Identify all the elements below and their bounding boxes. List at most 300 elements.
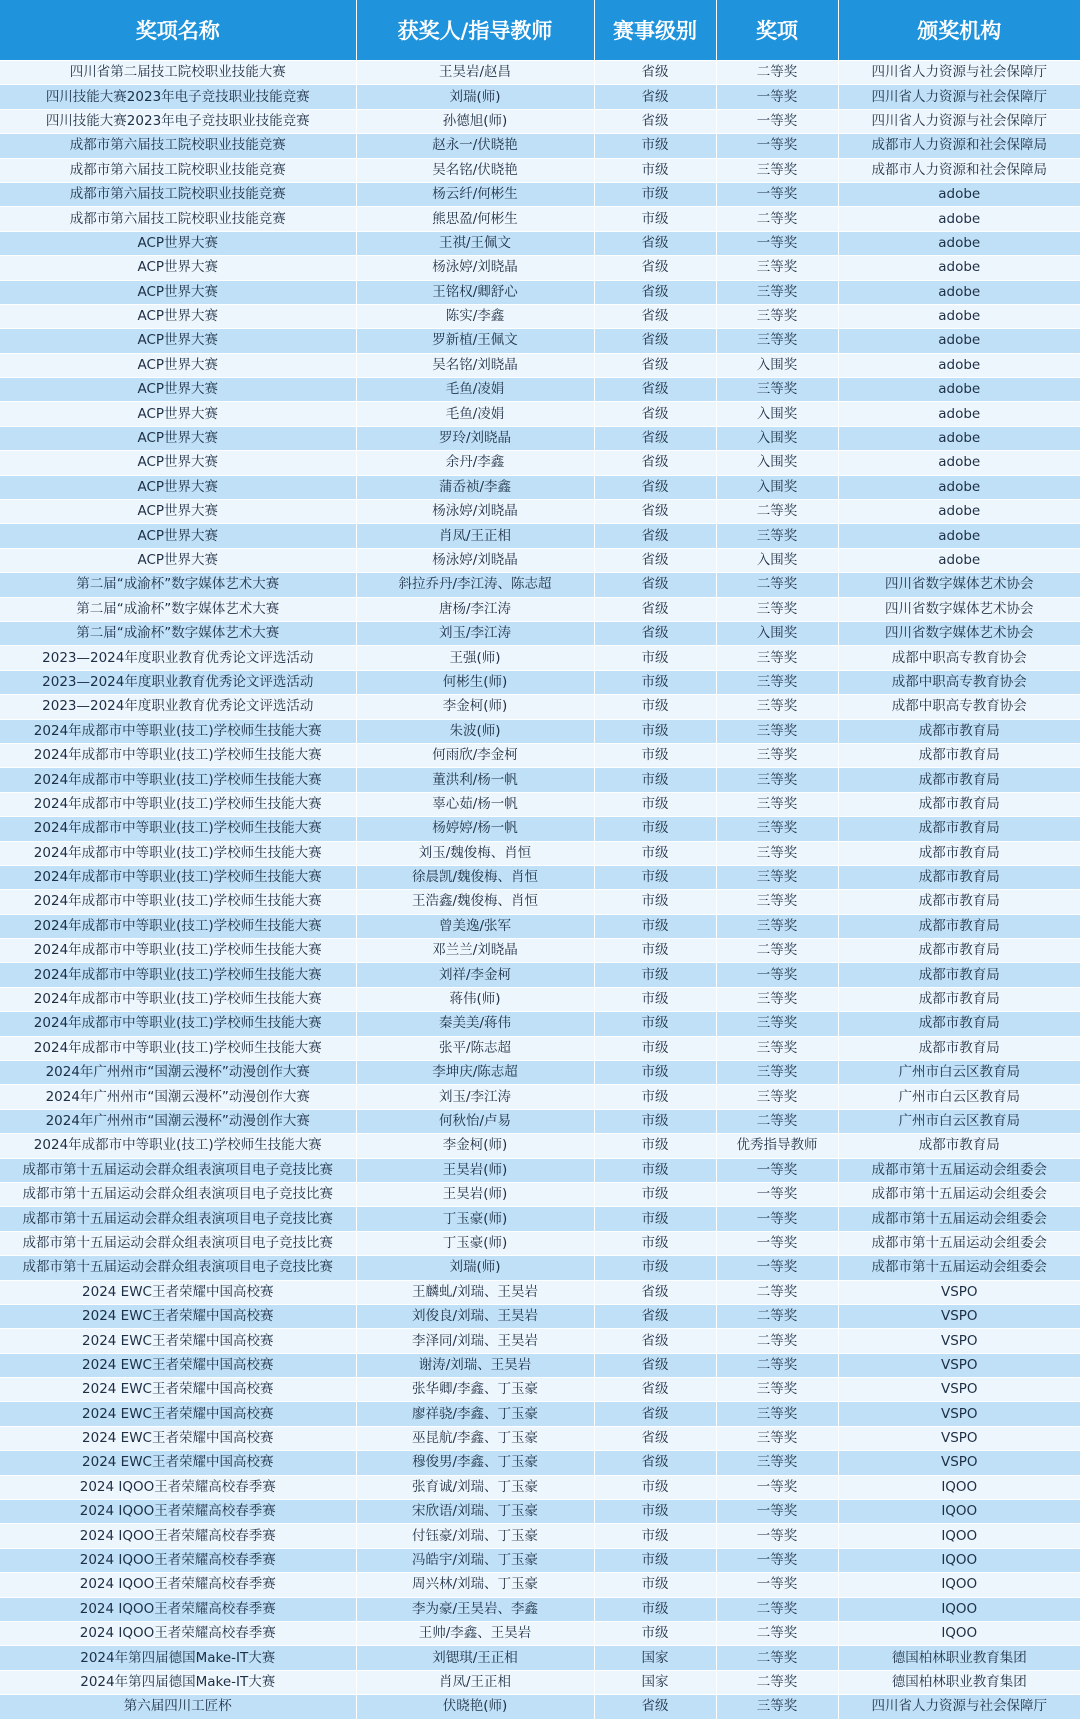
cell-issuing-body: 四川省数字媒体艺术协会 bbox=[838, 621, 1080, 645]
cell-award-name: 成都市第六届技工院校职业技能竞赛 bbox=[0, 134, 356, 158]
table-row bbox=[0, 1036, 1080, 1060]
table-row bbox=[0, 61, 1080, 85]
cell-award-name: 2024年第四届德国Make-IT大赛 bbox=[0, 1646, 356, 1670]
cell-winner-teacher: 王浩鑫/魏俊梅、肖恒 bbox=[356, 890, 594, 914]
table-row bbox=[0, 1182, 1080, 1206]
table-row bbox=[0, 1231, 1080, 1255]
table-row bbox=[0, 475, 1080, 499]
cell-prize: 二等奖 bbox=[716, 1109, 838, 1133]
cell-award-name: 四川省第二届技工院校职业技能大赛 bbox=[0, 61, 356, 85]
cell-prize: 三等奖 bbox=[716, 1061, 838, 1085]
table-row bbox=[0, 182, 1080, 206]
cell-issuing-body: 德国柏林职业教育集团 bbox=[838, 1646, 1080, 1670]
cell-event-level: 省级 bbox=[594, 1353, 716, 1377]
table-row bbox=[0, 1597, 1080, 1621]
cell-prize: 二等奖 bbox=[716, 1353, 838, 1377]
cell-award-name: 2024 EWC王者荣耀中国高校赛 bbox=[0, 1378, 356, 1402]
cell-winner-teacher: 何彬生(师) bbox=[356, 670, 594, 694]
cell-award-name: ACP世界大赛 bbox=[0, 548, 356, 572]
cell-prize: 一等奖 bbox=[716, 1524, 838, 1548]
table-row bbox=[0, 402, 1080, 426]
cell-event-level: 省级 bbox=[594, 1304, 716, 1328]
cell-award-name: 第二届“成渝杯”数字媒体艺术大赛 bbox=[0, 597, 356, 621]
cell-event-level: 国家 bbox=[594, 1670, 716, 1694]
cell-winner-teacher: 李金柯(师) bbox=[356, 695, 594, 719]
cell-issuing-body: 德国柏林职业教育集团 bbox=[838, 1670, 1080, 1694]
cell-award-name: 成都市第六届技工院校职业技能竞赛 bbox=[0, 158, 356, 182]
cell-winner-teacher: 刘瑞(师) bbox=[356, 1256, 594, 1280]
cell-award-name: 成都市第十五届运动会群众组表演项目电子竞技比赛 bbox=[0, 1207, 356, 1231]
table-row bbox=[0, 1524, 1080, 1548]
cell-event-level: 省级 bbox=[594, 378, 716, 402]
cell-award-name: 第六届四川工匠杯 bbox=[0, 1695, 356, 1719]
cell-prize: 二等奖 bbox=[716, 1670, 838, 1694]
cell-event-level: 省级 bbox=[594, 61, 716, 85]
cell-event-level: 市级 bbox=[594, 646, 716, 670]
table-row bbox=[0, 573, 1080, 597]
cell-award-name: ACP世界大赛 bbox=[0, 378, 356, 402]
cell-issuing-body: VSPO bbox=[838, 1353, 1080, 1377]
cell-winner-teacher: 刘锶琪/王正相 bbox=[356, 1646, 594, 1670]
table-row bbox=[0, 1500, 1080, 1524]
cell-winner-teacher: 刘玉/李江涛 bbox=[356, 1085, 594, 1109]
cell-award-name: 2024年成都市中等职业(技工)学校师生技能大赛 bbox=[0, 914, 356, 938]
cell-event-level: 市级 bbox=[594, 1109, 716, 1133]
cell-issuing-body: IQOO bbox=[838, 1524, 1080, 1548]
table-row bbox=[0, 207, 1080, 231]
table-row bbox=[0, 378, 1080, 402]
cell-issuing-body: 成都市教育局 bbox=[838, 1134, 1080, 1158]
cell-winner-teacher: 王昊岩(师) bbox=[356, 1158, 594, 1182]
cell-issuing-body: 成都中职高专教育协会 bbox=[838, 646, 1080, 670]
cell-issuing-body: adobe bbox=[838, 426, 1080, 450]
table-row bbox=[0, 914, 1080, 938]
cell-winner-teacher: 斜拉乔丹/李江涛、陈志超 bbox=[356, 573, 594, 597]
cell-award-name: ACP世界大赛 bbox=[0, 353, 356, 377]
cell-winner-teacher: 蒲岙祯/李鑫 bbox=[356, 475, 594, 499]
cell-award-name: 成都市第六届技工院校职业技能竞赛 bbox=[0, 182, 356, 206]
table-row bbox=[0, 1012, 1080, 1036]
table-row bbox=[0, 792, 1080, 816]
cell-event-level: 市级 bbox=[594, 914, 716, 938]
cell-winner-teacher: 王铭权/卿舒心 bbox=[356, 280, 594, 304]
table-row bbox=[0, 1426, 1080, 1450]
cell-event-level: 省级 bbox=[594, 426, 716, 450]
cell-prize: 三等奖 bbox=[716, 1378, 838, 1402]
cell-award-name: 2024 IQOO王者荣耀高校春季赛 bbox=[0, 1597, 356, 1621]
cell-issuing-body: 四川省数字媒体艺术协会 bbox=[838, 597, 1080, 621]
cell-issuing-body: adobe bbox=[838, 524, 1080, 548]
cell-issuing-body: 成都市教育局 bbox=[838, 817, 1080, 841]
cell-issuing-body: adobe bbox=[838, 548, 1080, 572]
cell-winner-teacher: 王帅/李鑫、王昊岩 bbox=[356, 1622, 594, 1646]
cell-award-name: ACP世界大赛 bbox=[0, 426, 356, 450]
cell-prize: 一等奖 bbox=[716, 1548, 838, 1572]
table-row bbox=[0, 280, 1080, 304]
cell-winner-teacher: 张育诚/刘瑞、丁玉豪 bbox=[356, 1475, 594, 1499]
table-row bbox=[0, 1670, 1080, 1694]
cell-event-level: 市级 bbox=[594, 1085, 716, 1109]
cell-prize: 一等奖 bbox=[716, 85, 838, 109]
cell-event-level: 市级 bbox=[594, 1548, 716, 1572]
cell-event-level: 省级 bbox=[594, 524, 716, 548]
cell-issuing-body: 四川省人力资源与社会保障厅 bbox=[838, 1695, 1080, 1719]
cell-winner-teacher: 邓兰兰/刘晓晶 bbox=[356, 939, 594, 963]
cell-event-level: 市级 bbox=[594, 1231, 716, 1255]
cell-winner-teacher: 毛鱼/凌娟 bbox=[356, 378, 594, 402]
header-row bbox=[0, 0, 1080, 61]
cell-winner-teacher: 宋欣语/刘瑞、丁玉豪 bbox=[356, 1500, 594, 1524]
cell-winner-teacher: 蒋伟(师) bbox=[356, 987, 594, 1011]
cell-award-name: 2024 EWC王者荣耀中国高校赛 bbox=[0, 1329, 356, 1353]
table-row bbox=[0, 1256, 1080, 1280]
cell-winner-teacher: 毛鱼/凌娟 bbox=[356, 402, 594, 426]
cell-issuing-body: IQOO bbox=[838, 1500, 1080, 1524]
cell-prize: 一等奖 bbox=[716, 231, 838, 255]
cell-event-level: 市级 bbox=[594, 207, 716, 231]
table-row bbox=[0, 841, 1080, 865]
cell-winner-teacher: 赵永一/伏晓艳 bbox=[356, 134, 594, 158]
cell-event-level: 市级 bbox=[594, 695, 716, 719]
cell-prize: 二等奖 bbox=[716, 1646, 838, 1670]
table-row bbox=[0, 1304, 1080, 1328]
cell-award-name: 2024 IQOO王者荣耀高校春季赛 bbox=[0, 1524, 356, 1548]
cell-award-name: ACP世界大赛 bbox=[0, 475, 356, 499]
header-prize: 奖项 bbox=[716, 0, 838, 61]
cell-winner-teacher: 王麟虬/刘瑞、王昊岩 bbox=[356, 1280, 594, 1304]
table-row bbox=[0, 1085, 1080, 1109]
cell-prize: 三等奖 bbox=[716, 1036, 838, 1060]
cell-award-name: 2024年成都市中等职业(技工)学校师生技能大赛 bbox=[0, 719, 356, 743]
cell-award-name: 四川技能大赛2023年电子竞技职业技能竞赛 bbox=[0, 85, 356, 109]
table-row bbox=[0, 109, 1080, 133]
cell-event-level: 市级 bbox=[594, 890, 716, 914]
cell-winner-teacher: 张华卿/李鑫、丁玉豪 bbox=[356, 1378, 594, 1402]
cell-winner-teacher: 朱波(师) bbox=[356, 719, 594, 743]
cell-issuing-body: 成都市教育局 bbox=[838, 792, 1080, 816]
cell-issuing-body: 四川省数字媒体艺术协会 bbox=[838, 573, 1080, 597]
cell-prize: 三等奖 bbox=[716, 378, 838, 402]
table-row bbox=[0, 597, 1080, 621]
cell-issuing-body: adobe bbox=[838, 304, 1080, 328]
cell-event-level: 市级 bbox=[594, 1597, 716, 1621]
cell-award-name: 2024年成都市中等职业(技工)学校师生技能大赛 bbox=[0, 1036, 356, 1060]
cell-prize: 三等奖 bbox=[716, 792, 838, 816]
cell-winner-teacher: 付钰豪/刘瑞、丁玉豪 bbox=[356, 1524, 594, 1548]
cell-event-level: 市级 bbox=[594, 987, 716, 1011]
cell-award-name: 2024 EWC王者荣耀中国高校赛 bbox=[0, 1353, 356, 1377]
cell-award-name: 2023—2024年度职业教育优秀论文评选活动 bbox=[0, 646, 356, 670]
cell-issuing-body: VSPO bbox=[838, 1329, 1080, 1353]
cell-issuing-body: adobe bbox=[838, 329, 1080, 353]
table-header bbox=[0, 0, 1080, 61]
cell-award-name: 成都市第六届技工院校职业技能竞赛 bbox=[0, 207, 356, 231]
cell-award-name: 2024年广州州市“国潮云漫杯”动漫创作大赛 bbox=[0, 1061, 356, 1085]
cell-issuing-body: adobe bbox=[838, 500, 1080, 524]
table-row bbox=[0, 1646, 1080, 1670]
cell-prize: 三等奖 bbox=[716, 670, 838, 694]
cell-award-name: 2024年成都市中等职业(技工)学校师生技能大赛 bbox=[0, 841, 356, 865]
cell-award-name: 2024年广州州市“国潮云漫杯”动漫创作大赛 bbox=[0, 1109, 356, 1133]
cell-event-level: 省级 bbox=[594, 1426, 716, 1450]
cell-prize: 二等奖 bbox=[716, 1304, 838, 1328]
cell-issuing-body: 成都市教育局 bbox=[838, 1036, 1080, 1060]
cell-prize: 三等奖 bbox=[716, 841, 838, 865]
cell-issuing-body: adobe bbox=[838, 475, 1080, 499]
cell-award-name: 2024 EWC王者荣耀中国高校赛 bbox=[0, 1402, 356, 1426]
cell-award-name: 2024 EWC王者荣耀中国高校赛 bbox=[0, 1426, 356, 1450]
cell-award-name: 2024年成都市中等职业(技工)学校师生技能大赛 bbox=[0, 768, 356, 792]
cell-event-level: 市级 bbox=[594, 963, 716, 987]
cell-prize: 入围奖 bbox=[716, 548, 838, 572]
table-row bbox=[0, 646, 1080, 670]
table-row bbox=[0, 353, 1080, 377]
table-row bbox=[0, 1329, 1080, 1353]
table-row bbox=[0, 865, 1080, 889]
cell-issuing-body: 成都市教育局 bbox=[838, 939, 1080, 963]
table-row bbox=[0, 256, 1080, 280]
cell-event-level: 市级 bbox=[594, 1158, 716, 1182]
cell-issuing-body: 成都市第十五届运动会组委会 bbox=[838, 1256, 1080, 1280]
cell-issuing-body: adobe bbox=[838, 451, 1080, 475]
cell-issuing-body: 成都市教育局 bbox=[838, 1012, 1080, 1036]
cell-issuing-body: VSPO bbox=[838, 1426, 1080, 1450]
cell-award-name: 2024 EWC王者荣耀中国高校赛 bbox=[0, 1451, 356, 1475]
cell-winner-teacher: 王昊岩(师) bbox=[356, 1182, 594, 1206]
table-row bbox=[0, 1573, 1080, 1597]
table-row bbox=[0, 134, 1080, 158]
table-row bbox=[0, 500, 1080, 524]
cell-prize: 一等奖 bbox=[716, 1207, 838, 1231]
cell-winner-teacher: 刘祥/李金柯 bbox=[356, 963, 594, 987]
cell-issuing-body: 四川省人力资源与社会保障厅 bbox=[838, 85, 1080, 109]
cell-award-name: ACP世界大赛 bbox=[0, 256, 356, 280]
cell-event-level: 市级 bbox=[594, 1622, 716, 1646]
cell-prize: 三等奖 bbox=[716, 719, 838, 743]
cell-issuing-body: VSPO bbox=[838, 1451, 1080, 1475]
cell-event-level: 省级 bbox=[594, 1280, 716, 1304]
cell-award-name: ACP世界大赛 bbox=[0, 304, 356, 328]
table-row bbox=[0, 1134, 1080, 1158]
cell-winner-teacher: 肖凤/王正相 bbox=[356, 524, 594, 548]
cell-winner-teacher: 谢涛/刘瑞、王昊岩 bbox=[356, 1353, 594, 1377]
cell-prize: 入围奖 bbox=[716, 353, 838, 377]
cell-issuing-body: VSPO bbox=[838, 1378, 1080, 1402]
cell-winner-teacher: 吴名铭/伏晓艳 bbox=[356, 158, 594, 182]
cell-issuing-body: adobe bbox=[838, 207, 1080, 231]
cell-issuing-body: 成都市第十五届运动会组委会 bbox=[838, 1182, 1080, 1206]
cell-event-level: 省级 bbox=[594, 548, 716, 572]
cell-event-level: 市级 bbox=[594, 743, 716, 767]
cell-issuing-body: 成都市第十五届运动会组委会 bbox=[838, 1158, 1080, 1182]
cell-event-level: 市级 bbox=[594, 719, 716, 743]
table-row bbox=[0, 621, 1080, 645]
table-row bbox=[0, 329, 1080, 353]
cell-event-level: 市级 bbox=[594, 182, 716, 206]
cell-winner-teacher: 孙德旭(师) bbox=[356, 109, 594, 133]
cell-event-level: 市级 bbox=[594, 841, 716, 865]
cell-winner-teacher: 丁玉豪(师) bbox=[356, 1207, 594, 1231]
cell-issuing-body: IQOO bbox=[838, 1548, 1080, 1572]
cell-award-name: 2023—2024年度职业教育优秀论文评选活动 bbox=[0, 670, 356, 694]
cell-prize: 一等奖 bbox=[716, 1158, 838, 1182]
cell-winner-teacher: 杨泳婷/刘晓晶 bbox=[356, 256, 594, 280]
cell-issuing-body: 广州市白云区教育局 bbox=[838, 1085, 1080, 1109]
cell-winner-teacher: 丁玉豪(师) bbox=[356, 1231, 594, 1255]
cell-prize: 三等奖 bbox=[716, 646, 838, 670]
cell-winner-teacher: 刘俊良/刘瑞、王昊岩 bbox=[356, 1304, 594, 1328]
cell-event-level: 市级 bbox=[594, 134, 716, 158]
cell-winner-teacher: 李泽同/刘瑞、王昊岩 bbox=[356, 1329, 594, 1353]
cell-prize: 二等奖 bbox=[716, 1280, 838, 1304]
cell-prize: 三等奖 bbox=[716, 1451, 838, 1475]
cell-prize: 三等奖 bbox=[716, 743, 838, 767]
cell-issuing-body: 成都市第十五届运动会组委会 bbox=[838, 1231, 1080, 1255]
cell-award-name: 2023—2024年度职业教育优秀论文评选活动 bbox=[0, 695, 356, 719]
table-row bbox=[0, 451, 1080, 475]
cell-award-name: 成都市第十五届运动会群众组表演项目电子竞技比赛 bbox=[0, 1256, 356, 1280]
cell-issuing-body: adobe bbox=[838, 353, 1080, 377]
cell-prize: 优秀指导教师 bbox=[716, 1134, 838, 1158]
cell-event-level: 省级 bbox=[594, 304, 716, 328]
cell-award-name: ACP世界大赛 bbox=[0, 500, 356, 524]
table-row bbox=[0, 817, 1080, 841]
cell-award-name: 2024年成都市中等职业(技工)学校师生技能大赛 bbox=[0, 987, 356, 1011]
cell-winner-teacher: 伏晓艳(师) bbox=[356, 1695, 594, 1719]
cell-award-name: 成都市第十五届运动会群众组表演项目电子竞技比赛 bbox=[0, 1182, 356, 1206]
table-row bbox=[0, 1353, 1080, 1377]
cell-event-level: 市级 bbox=[594, 792, 716, 816]
cell-winner-teacher: 秦美美/蒋伟 bbox=[356, 1012, 594, 1036]
cell-issuing-body: VSPO bbox=[838, 1280, 1080, 1304]
cell-award-name: 2024年成都市中等职业(技工)学校师生技能大赛 bbox=[0, 1134, 356, 1158]
table-body bbox=[0, 61, 1080, 1720]
cell-award-name: 2024 IQOO王者荣耀高校春季赛 bbox=[0, 1573, 356, 1597]
cell-award-name: 2024年广州州市“国潮云漫杯”动漫创作大赛 bbox=[0, 1085, 356, 1109]
table-row bbox=[0, 963, 1080, 987]
cell-issuing-body: VSPO bbox=[838, 1402, 1080, 1426]
cell-award-name: 2024年第四届德国Make-IT大赛 bbox=[0, 1670, 356, 1694]
header-winner-teacher: 获奖人/指导教师 bbox=[356, 0, 594, 61]
cell-issuing-body: 成都市教育局 bbox=[838, 743, 1080, 767]
table-row bbox=[0, 1475, 1080, 1499]
cell-winner-teacher: 张平/陈志超 bbox=[356, 1036, 594, 1060]
cell-issuing-body: 成都市教育局 bbox=[838, 890, 1080, 914]
cell-winner-teacher: 董洪利/杨一帆 bbox=[356, 768, 594, 792]
cell-event-level: 省级 bbox=[594, 256, 716, 280]
cell-winner-teacher: 周兴林/刘瑞、丁玉豪 bbox=[356, 1573, 594, 1597]
cell-event-level: 市级 bbox=[594, 817, 716, 841]
cell-award-name: ACP世界大赛 bbox=[0, 524, 356, 548]
cell-event-level: 市级 bbox=[594, 1524, 716, 1548]
cell-event-level: 省级 bbox=[594, 621, 716, 645]
cell-prize: 二等奖 bbox=[716, 573, 838, 597]
cell-award-name: 第二届“成渝杯”数字媒体艺术大赛 bbox=[0, 573, 356, 597]
cell-prize: 三等奖 bbox=[716, 524, 838, 548]
cell-award-name: 2024年成都市中等职业(技工)学校师生技能大赛 bbox=[0, 817, 356, 841]
cell-award-name: 2024 IQOO王者荣耀高校春季赛 bbox=[0, 1500, 356, 1524]
cell-issuing-body: 成都市教育局 bbox=[838, 963, 1080, 987]
table-row bbox=[0, 158, 1080, 182]
table-row bbox=[0, 304, 1080, 328]
cell-issuing-body: adobe bbox=[838, 378, 1080, 402]
cell-award-name: 2024年成都市中等职业(技工)学校师生技能大赛 bbox=[0, 792, 356, 816]
cell-award-name: 2024 IQOO王者荣耀高校春季赛 bbox=[0, 1475, 356, 1499]
cell-prize: 一等奖 bbox=[716, 963, 838, 987]
cell-winner-teacher: 肖凤/王正相 bbox=[356, 1670, 594, 1694]
cell-issuing-body: 成都市教育局 bbox=[838, 865, 1080, 889]
cell-event-level: 市级 bbox=[594, 1500, 716, 1524]
cell-issuing-body: 成都市第十五届运动会组委会 bbox=[838, 1207, 1080, 1231]
cell-event-level: 市级 bbox=[594, 1475, 716, 1499]
cell-event-level: 省级 bbox=[594, 1329, 716, 1353]
cell-issuing-body: 成都市教育局 bbox=[838, 914, 1080, 938]
cell-winner-teacher: 李金柯(师) bbox=[356, 1134, 594, 1158]
cell-award-name: 2024年成都市中等职业(技工)学校师生技能大赛 bbox=[0, 963, 356, 987]
cell-winner-teacher: 巫昆航/李鑫、丁玉豪 bbox=[356, 1426, 594, 1450]
cell-issuing-body: IQOO bbox=[838, 1475, 1080, 1499]
cell-issuing-body: 成都中职高专教育协会 bbox=[838, 670, 1080, 694]
table-row bbox=[0, 1378, 1080, 1402]
cell-event-level: 市级 bbox=[594, 1061, 716, 1085]
cell-winner-teacher: 罗玲/刘晓晶 bbox=[356, 426, 594, 450]
cell-winner-teacher: 刘玉/李江涛 bbox=[356, 621, 594, 645]
table-row bbox=[0, 768, 1080, 792]
cell-prize: 二等奖 bbox=[716, 939, 838, 963]
cell-award-name: 2024年成都市中等职业(技工)学校师生技能大赛 bbox=[0, 939, 356, 963]
cell-event-level: 市级 bbox=[594, 768, 716, 792]
cell-event-level: 省级 bbox=[594, 1378, 716, 1402]
cell-award-name: ACP世界大赛 bbox=[0, 280, 356, 304]
cell-prize: 入围奖 bbox=[716, 475, 838, 499]
table-row bbox=[0, 524, 1080, 548]
cell-prize: 一等奖 bbox=[716, 1573, 838, 1597]
cell-prize: 三等奖 bbox=[716, 1012, 838, 1036]
header-event-level: 赛事级别 bbox=[594, 0, 716, 61]
cell-event-level: 省级 bbox=[594, 231, 716, 255]
table-row bbox=[0, 1109, 1080, 1133]
cell-award-name: 成都市第十五届运动会群众组表演项目电子竞技比赛 bbox=[0, 1231, 356, 1255]
cell-winner-teacher: 王昊岩/赵昌 bbox=[356, 61, 594, 85]
cell-award-name: 2024 IQOO王者荣耀高校春季赛 bbox=[0, 1548, 356, 1572]
table-row bbox=[0, 548, 1080, 572]
cell-issuing-body: 成都市教育局 bbox=[838, 841, 1080, 865]
cell-event-level: 省级 bbox=[594, 500, 716, 524]
cell-award-name: 2024年成都市中等职业(技工)学校师生技能大赛 bbox=[0, 890, 356, 914]
cell-issuing-body: 四川省人力资源与社会保障厅 bbox=[838, 61, 1080, 85]
table-row bbox=[0, 695, 1080, 719]
cell-event-level: 市级 bbox=[594, 939, 716, 963]
cell-event-level: 市级 bbox=[594, 1573, 716, 1597]
cell-prize: 三等奖 bbox=[716, 304, 838, 328]
cell-prize: 入围奖 bbox=[716, 451, 838, 475]
cell-issuing-body: adobe bbox=[838, 280, 1080, 304]
cell-prize: 入围奖 bbox=[716, 402, 838, 426]
cell-prize: 一等奖 bbox=[716, 1231, 838, 1255]
cell-event-level: 市级 bbox=[594, 1134, 716, 1158]
cell-event-level: 省级 bbox=[594, 85, 716, 109]
cell-issuing-body: 成都市人力资源和社会保障局 bbox=[838, 134, 1080, 158]
cell-award-name: 第二届“成渝杯”数字媒体艺术大赛 bbox=[0, 621, 356, 645]
cell-event-level: 市级 bbox=[594, 1012, 716, 1036]
cell-issuing-body: 成都中职高专教育协会 bbox=[838, 695, 1080, 719]
cell-issuing-body: 成都市人力资源和社会保障局 bbox=[838, 158, 1080, 182]
table-row bbox=[0, 1207, 1080, 1231]
cell-winner-teacher: 熊思盈/何彬生 bbox=[356, 207, 594, 231]
cell-prize: 二等奖 bbox=[716, 207, 838, 231]
cell-event-level: 省级 bbox=[594, 329, 716, 353]
cell-issuing-body: 广州市白云区教育局 bbox=[838, 1061, 1080, 1085]
